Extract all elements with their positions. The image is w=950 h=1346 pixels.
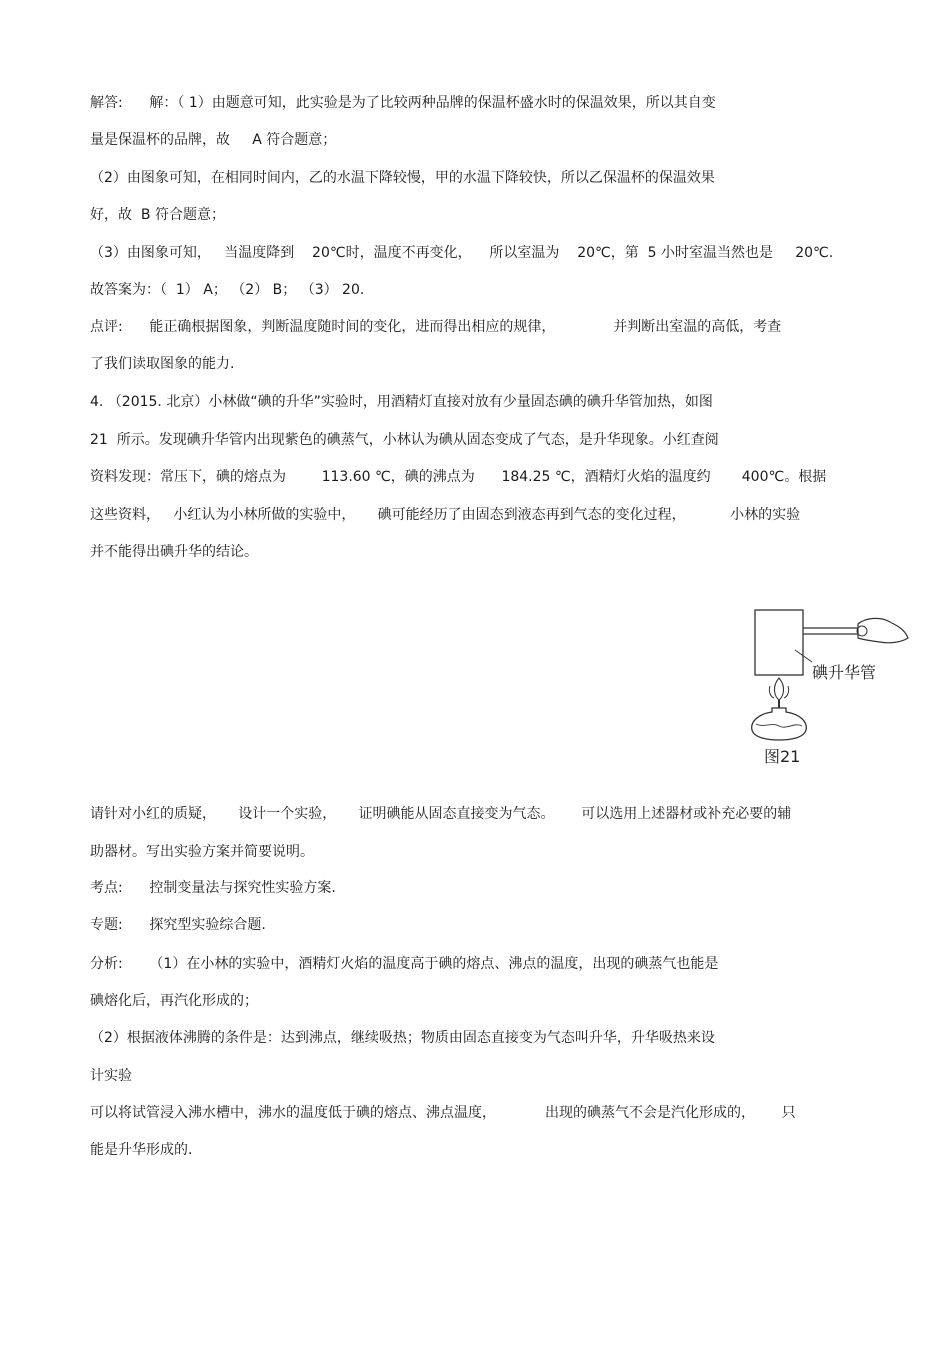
tube-shape: [755, 610, 803, 675]
text-line: 点评: 能正确根据图象，判断温度随时间的变化，进而得出相应的规律， 并判断出室温的高低，考查: [90, 319, 782, 335]
text-line: 能是升华形成的.: [90, 1142, 193, 1158]
text-line: 并不能得出碘升华的结论。: [90, 544, 258, 560]
text-line: 好，故 B 符合题意；: [90, 207, 225, 223]
text-line: （2）根据液体沸腾的条件是：达到沸点，继续吸热；物质由固态直接变为气态叫升华，升华吸热来设: [90, 1030, 715, 1046]
text-line: 请针对小红的质疑， 设计一个实验， 证明碘能从固态直接变为气态。 可以选用上述器材或补充必要的辅: [90, 806, 792, 822]
text-line: 故答案为：（ 1） A； （2） B； （3） 20.: [90, 282, 365, 298]
text-line: 助器材。写出实验方案并简要说明。: [90, 844, 314, 860]
text-line: 碘熔化后，再汽化形成的；: [90, 993, 258, 1009]
text-line: 4. （2015. 北京）小林做“碘的升华”实验时，用酒精灯直接对放有少量固态碘的碘升华管加热，如图: [90, 394, 713, 410]
text-line: 专题: 探究型实验综合题.: [90, 917, 266, 933]
text-line: 考点: 控制变量法与探究性实验方案.: [90, 880, 336, 896]
iodine-sublimation-figure: [740, 600, 920, 775]
text-line: 解答: 解：（ 1）由题意可知，此实验是为了比较两种品牌的保温杯盛水时的保温效果，所以其自变: [90, 95, 716, 111]
text-line: 量是保温杯的品牌，故 A 符合题意；: [90, 132, 337, 148]
text-line: （2）由图象可知，在相同时间内，乙的水温下降较慢，甲的水温下降较快，所以乙保温杯的保温效果: [90, 170, 715, 186]
figure-caption: 图21: [764, 747, 801, 766]
text-line: 了我们读取图象的能力.: [90, 356, 235, 372]
text-line: 资料发现：常压下，碘的熔点为 113.60 ℃，碘的沸点为 184.25 ℃，酒精灯火焰的温度约 400℃。根据: [90, 469, 827, 485]
tube-label: 碘升华管: [812, 663, 877, 682]
alcohol-lamp-shape: [752, 708, 807, 740]
text-line: 21 所示。发现碘升华管内出现紫色的碘蒸气，小林认为碘从固态变成了气态，是升华现象。小红查阅: [90, 432, 719, 448]
text-line: 计实验: [90, 1068, 132, 1084]
hand-shape: [858, 618, 908, 642]
flame-shape: [774, 678, 783, 700]
text-line: 可以将试管浸入沸水槽中，沸水的温度低于碘的熔点、沸点温度， 出现的碘蒸气不会是汽化形成的， 只: [90, 1105, 796, 1121]
text-line: 这些资料， 小红认为小林所做的实验中， 碘可能经历了由固态到液态再到气态的变化过程， 小林的实验: [90, 507, 801, 523]
text-line: （3）由图象可知， 当温度降到 20℃时，温度不再变化， 所以室温为 20℃，第 5 小时室温当然也是 20℃.: [90, 245, 834, 261]
text-line: 分析: （1）在小林的实验中，酒精灯火焰的温度高于碘的熔点、沸点的温度，出现的碘蒸气也能是: [90, 956, 719, 972]
